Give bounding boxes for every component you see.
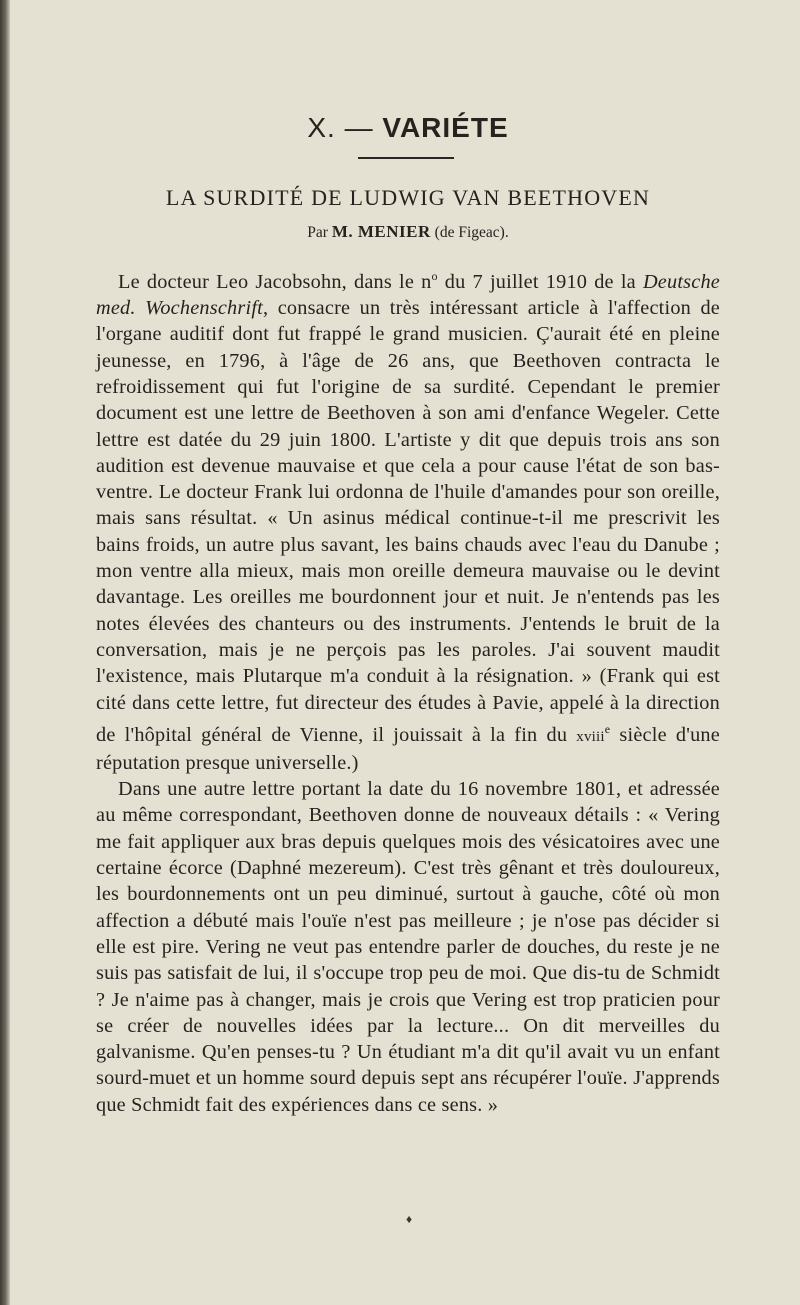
- byline: [96, 222, 720, 242]
- section-title: VARIÉTE: [382, 112, 509, 143]
- paragraph-1-part-1: Le docteur Leo Jacobsohn, dans le n: [118, 270, 432, 293]
- section-number: X. —: [307, 112, 374, 143]
- paragraph-2: Dans une autre lettre portant la date du 16 novembre 1801, et adressée au même correspondant, Beethoven donne de nouveaux détails : « Vering me fait appliquer aux bras depuis quelques mois des vésicatoires avec une certaine écorce (Daphné mezereum). C'est très gênant et très douloureux, les bourdonnements ont un peu diminué, surtout à gauche, côté où mon affection a débuté mais l'ouïe n'est pas meilleure ; je n'ose pas décider si elle est pire. Vering ne veut pas entendre parler de douches, du reste je ne suis pas satisfait de lui, il s'occupe trop peu de moi. Que dis-tu de Schmidt ? Je n'aime pas à changer, mais je crois que Vering est trop praticien pour se créer de nouvelles idées par la lecture... On dit merveilles du galvanisme. Qu'en penses-tu ? Un étudiant m'a dit qu'il avait vu un enfant sourd-muet et un homme sourd depuis sept ans récupérer l'ouïe. J'apprends que Schmidt fait des expériences dans ce sens. »: [96, 778, 720, 1116]
- paragraph-1-part-3: , consacre un très intéressant article à l'affection de l'organe auditif dont fut frappé le grand musicien. Ç'aurait été en pleine jeunesse, en 1796, à l'âge de 26 ans, que Beethoven contracta le refroidissement qui fut l'origine de sa surdité. Cependant le premier document est une lettre de Beethoven à son ami d'enfance Wegeler. Cette lettre est datée du 29 juin 1800. L'artiste y dit que depuis trois ans son audition est devenue mauvaise et que cela a pour cause l'état de son bas-ventre. Le docteur Frank lui ordonna de l'huile d'amandes pour son oreille, mais sans résultat. « Un asinus médical continue-t-il me prescrivit les bains froids, un autre plus savant, les bains chauds avec l'eau du Danube ; mon ventre alla mieux, mais mon oreille demeura mauvaise ou le devint davantage. Les oreilles me bourdonnent jour et nuit. Je n'entends pas les notes élevées des chanteurs ou des instruments. J'entends le bruit de la conversation, mais je ne perçois pas les paroles. J'ai souvent maudit l'existence, mais Plutarque m'a conduit à la résignation. » (Frank qui est cité dans cette lettre, fut directeur des études à Pavie, appelé à la direction de l'hôpital général de Vienne, il jouissait à la fin du: [96, 297, 721, 746]
- section-heading: [96, 112, 720, 144]
- book-page: [96, 0, 720, 1305]
- article-title: LA SURDITÉ DE LUDWIG VAN BEETHOVEN: [165, 185, 651, 210]
- journal-title: Deutsche med. Wochenschrift: [96, 270, 720, 320]
- century-superscript: e: [604, 721, 611, 736]
- end-ornament-icon: ♦: [406, 1212, 413, 1226]
- paragraph-1-part-2: du 7 juillet 1910 de la: [437, 270, 643, 293]
- century-numeral: xviii: [576, 728, 605, 745]
- title-rule-divider: [358, 157, 454, 159]
- byline-prefix: Par: [307, 224, 328, 241]
- paragraph-1-part-4: siècle d'une réputation presque universelle.): [96, 723, 720, 774]
- paragraph-1: [96, 263, 720, 776]
- author-origin: (de Figeac).: [434, 224, 509, 241]
- book-binding-edge: [0, 0, 10, 1305]
- article-body: [96, 263, 720, 1118]
- issue-number-superscript: o: [431, 269, 438, 283]
- author-name: M. MENIER: [331, 222, 431, 241]
